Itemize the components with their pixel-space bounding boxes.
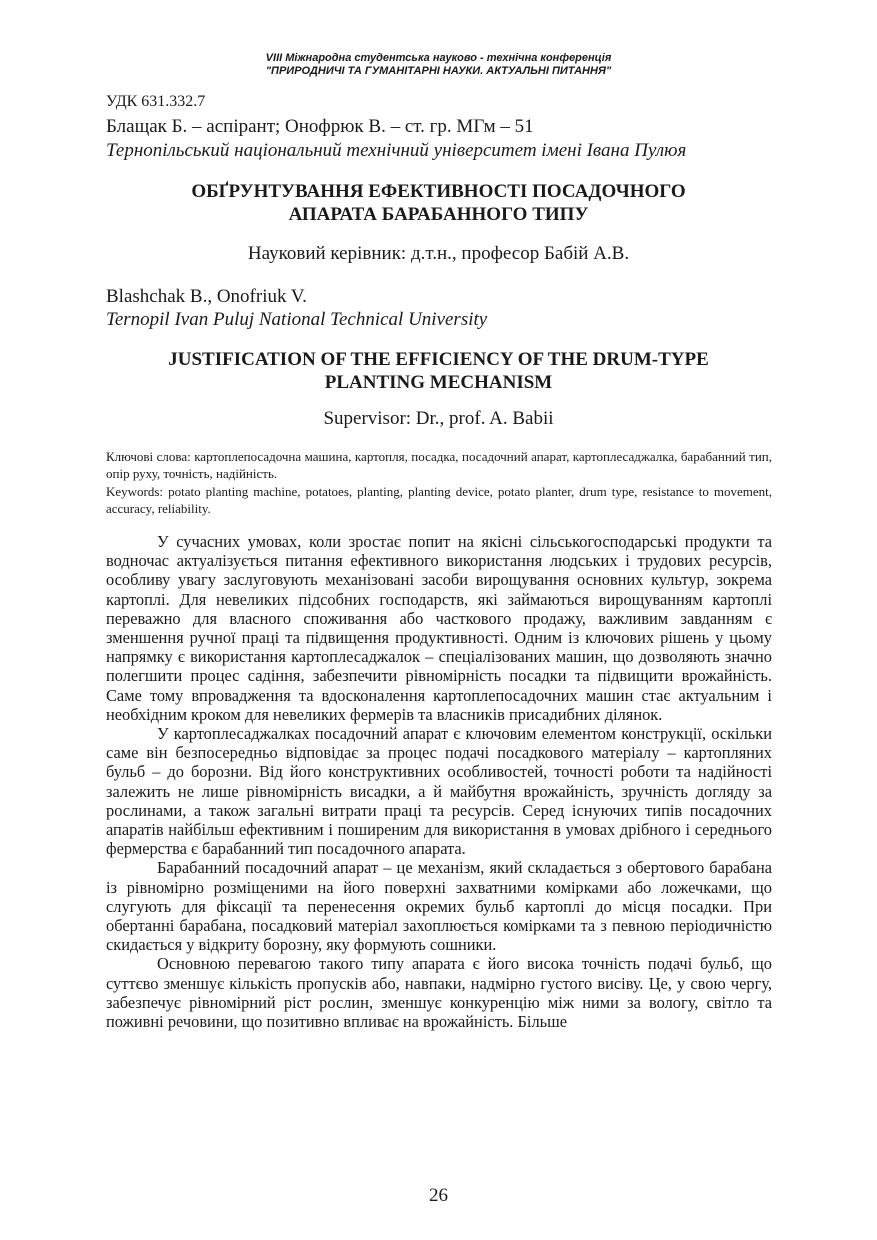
body-paragraph: У сучасних умовах, коли зростає попит на якісні сільськогосподарські продукти та водночас актуалізується питання ефективного використання людських і трудових ресурсів, особливу увагу заслуговують механізовані засоби вирощування основних культур, зокрема картоплі. Для невеликих підсобних господарств, які займаються вирощуванням картоплі переважно для власного споживання або часткового продажу, важливим завданням є зменшення ручної праці та підвищення продуктивності. Одним із ключових рішень у цьому напрямку є використання картоплесаджалок – спеціалізованих машин, що дозволяють значно полегшити процес садіння, забезпечити рівномірність посадки та підвищити врожайність. Саме тому впровадження та вдосконалення картоплепосадочних машин стає актуальним і необхідним кроком для невеликих фермерів та власників присадибних ділянок.: [106, 532, 772, 724]
keywords-ua: Ключові слова: картоплепосадочна машина, картопля, посадка, посадочний апарат, картоплесаджалка, барабанний тип, опір руху, точність, надійність.: [106, 449, 772, 481]
supervisor-ua: Науковий керівник: д.т.н., професор Бабій А.В.: [247, 243, 630, 264]
body-paragraph: Основною перевагою такого типу апарата є його висока точність подачі бульб, що суттєво зменшує кількість пропусків або, навпаки, надмірно густого висіву. Це, у свою чергу, забезпечує рівномірний ріст рослин, зменшує конкуренцію між ними за вологу, світло та поживні речовини, що позитивно впливає на врожайність. Більше: [106, 954, 772, 1032]
body-paragraph: У картоплесаджалках посадочний апарат є ключовим елементом конструкції, оскільки саме він безпосередньо відповідає за процес подачі посадкового матеріалу – картопляних бульб – до борозни. Від його конструктивних особливостей, точності роботи та надійності залежить не лише рівномірність висадки, а й майбутня врожайність, зручність догляду за рослинами, а також загальні витрати праці та ресурсів. Серед існуючих типів посадочних апаратів найбільш ефективним і поширеним для використання в умовах дрібного і середнього фермерства є барабанний тип посадочного апарата.: [106, 724, 772, 859]
title-ua: [0, 180, 877, 226]
authors-en: Blashchak B., Onofriuk V.: [106, 286, 307, 307]
body-paragraph: Барабанний посадочний апарат – це механізм, який складається з обертового барабана із рівномірно розміщеними на його поверхні захватними комірками або ложечками, що слугують для фіксації та перенесення окремих бульб картоплі до місця посадки. При обертанні барабана, посадковий матеріал захоплюється комірками та з певною періодичністю скидається у відкриту борозну, яку формують сошники.: [106, 858, 772, 955]
supervisor-en: Supervisor: Dr., prof. A. Babii: [323, 408, 554, 429]
title-en-line: JUSTIFICATION OF THE EFFICIENCY OF THE DRUM-TYPE: [168, 349, 709, 370]
title-en-line: PLANTING MECHANISM: [324, 372, 553, 393]
affiliation-en: Ternopil Ivan Puluj National Technical University: [106, 309, 488, 330]
conference-name: VIII Міжнародна студентська науково - технічна конференція: [265, 52, 612, 64]
title-en: [0, 348, 877, 394]
title-ua-line: АПАРАТА БАРАБАННОГО ТИПУ: [288, 204, 589, 225]
authors-ua: Блащак Б. – аспірант; Онофрюк В. – ст. гр. МГм – 51: [106, 116, 534, 137]
keywords-en: Keywords: potato planting machine, potatoes, planting, planting device, potato planter, drum type, resistance to movement, accuracy, reliability.: [106, 484, 772, 516]
conference-theme: "ПРИРОДНИЧІ ТА ГУМАНІТАРНІ НАУКИ. АКТУАЛЬНІ ПИТАННЯ": [265, 65, 612, 77]
page-number: 26: [429, 1185, 448, 1206]
title-ua-line: ОБҐРУНТУВАННЯ ЕФЕКТИВНОСТІ ПОСАДОЧНОГО: [191, 181, 686, 202]
affiliation-ua: Тернопільський національний технічний університет імені Івана Пулюя: [106, 140, 687, 161]
body-text: [106, 532, 772, 1031]
conference-header: [0, 52, 877, 78]
udk-code: УДК 631.332.7: [106, 93, 206, 110]
